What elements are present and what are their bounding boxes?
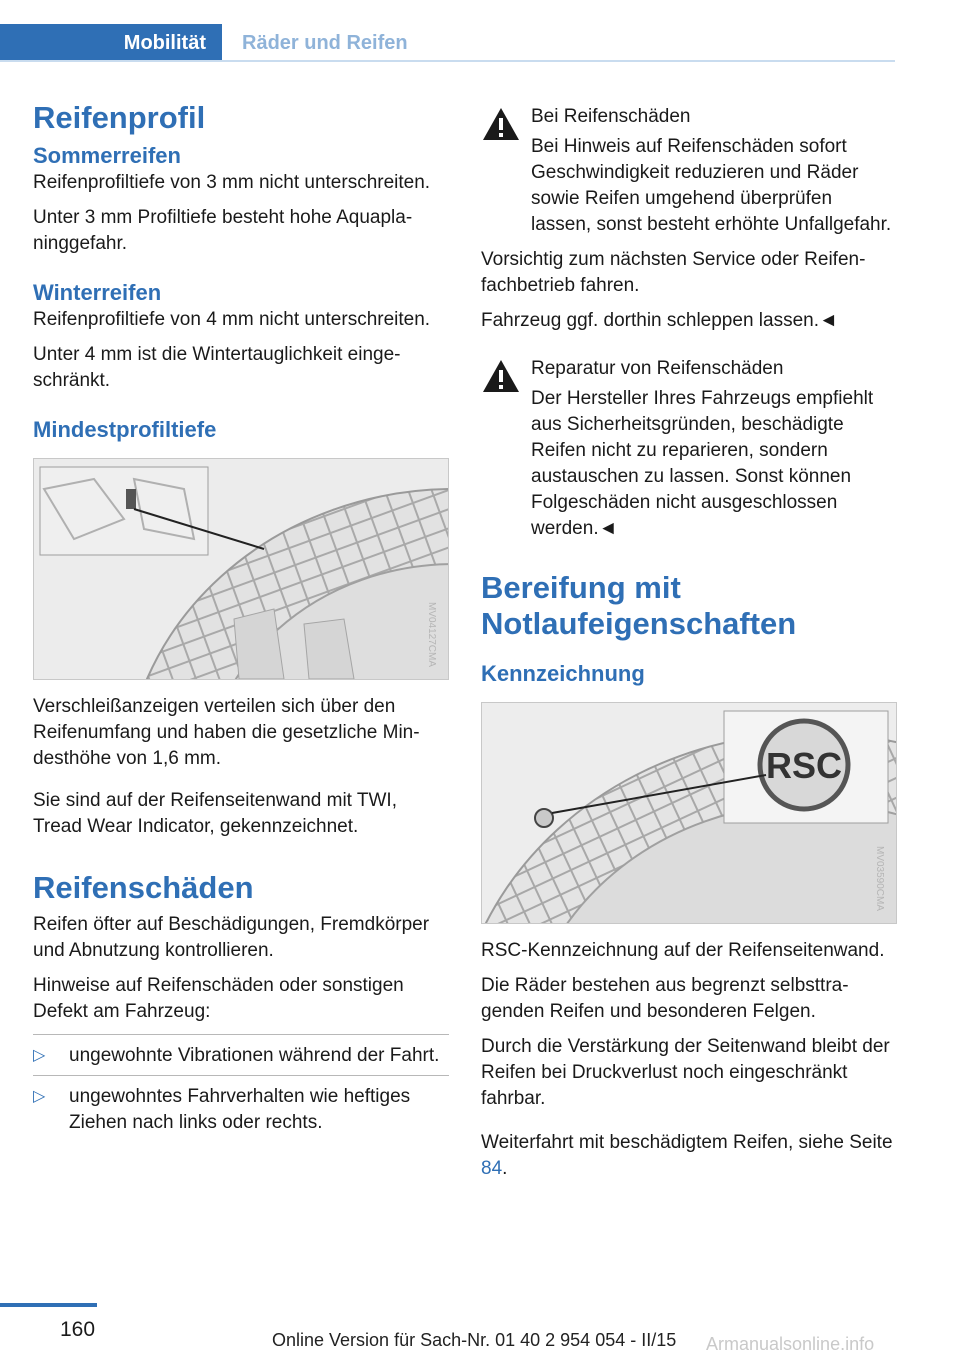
heading-winterreifen: Winterreifen [33,280,162,305]
rsc-text-4 [481,1130,897,1182]
watermark: Armanualsonline.info [706,1334,875,1354]
page-number: 160 [60,1318,96,1341]
header-divider [0,60,895,62]
warning-triangle-icon [481,106,521,142]
damage-bullet-list [33,1034,449,1142]
damage-text-1: Reifen öfter auf Beschädigungen, Fremdkörper und Abnutzung kontrollieren. [33,914,430,961]
heading-sommerreifen: Sommerreifen [33,143,181,168]
section-title-bereifung-line2: Notlaufeigenschaften [481,606,797,641]
warning-reifenschaeden [481,104,897,238]
warning-1-text-1: Bei Hinweis auf Reifenschäden sofort Geschwindigkeit reduzieren und Räder sowie Reifen umgehend überprüfen lassen, sonst besteht erhöhte Unfallgefahr. [531,136,892,235]
bullet-text: ungewohnte Vibrationen während der Fahrt. [69,1045,440,1066]
rsc-text-3: Durch die Verstärkung der Seitenwand bleibt der Reifen bei Druckverlust noch eingeschränkt fahrbar. [481,1036,890,1109]
page-link-84[interactable]: 84 [481,1158,503,1179]
tab-raeder-reifen-label: Räder und Reifen [242,31,408,54]
rsc-text-2: Die Räder bestehen aus begrenzt selbsttragenden Reifen und besonderen Felgen. [481,975,849,1022]
warning-1-title: Bei Reifenschäden [531,106,691,127]
warning-reparatur [481,356,897,542]
bullet-text: ungewohntes Fahrverhalten wie heftiges Ziehen nach links oder rechts. [69,1086,411,1133]
fig1-text-2: Sie sind auf der Reifenseitenwand mit TWI, Tread Wear Indicator, gekennzeichnet. [33,790,397,837]
tread-wear-figure [33,458,449,680]
rsc-text-4-body: Weiterfahrt mit beschädigtem Reifen, siehe Seite [481,1132,893,1153]
warning-1-text-3: Fahrzeug ggf. dorthin schleppen lassen.◄ [481,310,838,331]
warning-2-title: Reparatur von Reifenschäden [531,358,784,379]
tab-mobilitaet-label: Mobilität [123,31,206,54]
list-item [33,1035,449,1076]
warning-1-text-2: Vorsichtig zum nächsten Service oder Reifenfachbetrieb fahren. [481,249,866,296]
damage-text-2: Hinweise auf Reifenschäden oder sonstigen Defekt am Fahrzeug: [33,975,404,1022]
tire-tread-illustration [34,459,448,679]
bullet-triangle-icon: ▷ [33,1088,46,1105]
bullet-triangle-icon: ▷ [33,1047,46,1064]
warning-2-text-1: Der Hersteller Ihres Fahrzeugs empfiehlt aus Sicherheitsgründen, beschädigte Reifen nicht zu reparieren, sondern austauschen zu lassen. Sonst können Folgeschäden nicht ausgeschlossen werden.◄ [531,388,874,539]
fig1-text-1: Verschleißanzeigen verteilen sich über den Reifenumfang und haben die gesetzliche Mindesthöhe von 1,6 mm. [33,696,420,769]
summer-text-1: Reifenprofiltiefe von 3 mm nicht unterschreiten. [33,172,431,193]
section-title-reifenprofil: Reifenprofil [33,100,206,135]
summer-text-2: Unter 3 mm Profiltiefe besteht hohe Aquaplaninggefahr. [33,207,413,254]
warning-triangle-icon [481,358,521,394]
rsc-marking-figure [481,702,897,924]
tab-mobilitaet[interactable] [0,24,222,62]
list-item [33,1076,449,1142]
left-column [33,100,449,1142]
rsc-logo-text: RSC [765,745,843,786]
figure-code-1: MV04127CMA [425,601,437,668]
tab-raeder-reifen[interactable] [222,24,408,62]
winter-text-1: Reifenprofiltiefe von 4 mm nicht unterschreiten. [33,309,431,330]
online-version-footer: Online Version für Sach-Nr. 01 40 2 954 054 - II/15 [272,1330,677,1350]
rsc-text-1: RSC-Kennzeichnung auf der Reifenseitenwand. [481,940,885,961]
section-title-reifenschaeden: Reifenschäden [33,870,254,905]
winter-text-2: Unter 4 mm ist die Wintertauglichkeit eingeschränkt. [33,344,401,391]
right-column [481,104,897,1191]
heading-mindestprofiltiefe: Mindestprofiltiefe [33,417,217,442]
rsc-tire-illustration [482,703,896,923]
section-title-bereifung [481,570,897,642]
figure-code-2: MV03590CMA [873,845,885,912]
section-title-bereifung-line1: Bereifung mit [481,570,681,605]
rsc-text-4-end: . [502,1158,508,1179]
page-number-bar [0,1303,97,1307]
heading-kennzeichnung: Kennzeichnung [481,661,645,686]
